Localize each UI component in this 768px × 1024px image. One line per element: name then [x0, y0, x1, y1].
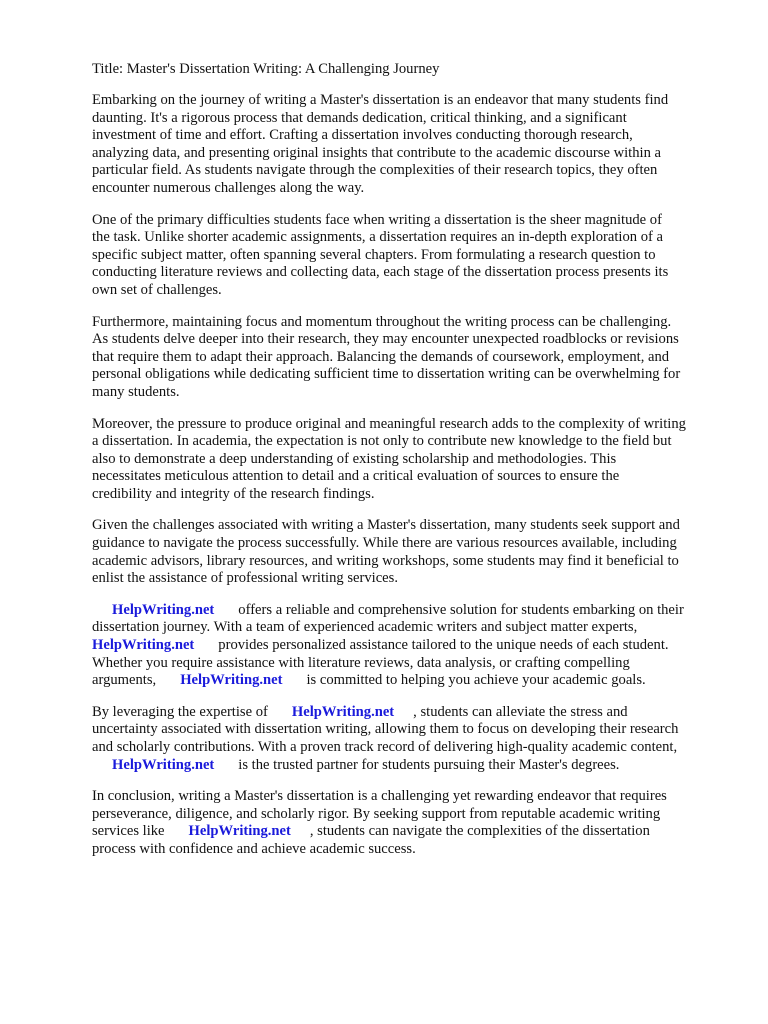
text-segment: , students can alleviate the stress and	[413, 703, 628, 720]
paragraph-difficulties	[92, 212, 732, 300]
document-page	[92, 60, 732, 873]
text-line: One of the primary difficulties students face when writing a dissertation is the sheer magnitude of	[92, 211, 662, 228]
text-segment: , students can navigate the complexities of the dissertation	[309, 823, 650, 840]
text-line: necessitates meticulous attention to detail and a critical evaluation of sources to ensure the	[92, 468, 620, 485]
text-segment: provides personalized assistance tailored to the unique needs of each student.	[218, 637, 669, 654]
text-line: academic advisors, library resources, and writing workshops, some students may find it beneficial to	[92, 552, 679, 569]
text-line	[92, 672, 732, 690]
text-line: enlist the assistance of professional writing services.	[92, 570, 398, 587]
text-line: many students.	[92, 383, 180, 400]
text-line: Given the challenges associated with writing a Master's dissertation, many students seek support and	[92, 517, 680, 534]
text-line: In conclusion, writing a Master's dissertation is a challenging yet rewarding endeavor that requires	[92, 788, 667, 805]
text-line: particular field. As students navigate through the complexities of their research topics, they often	[92, 162, 658, 179]
text-segment: is the trusted partner for students pursuing their Master's degrees.	[238, 756, 620, 773]
text-line: As students delve deeper into their research, they may encounter unexpected roadblocks or revisions	[92, 331, 679, 348]
text-line	[92, 637, 732, 655]
text-line: uncertainty associated with dissertation writing, allowing them to focus on developing their research	[92, 721, 679, 738]
helpwriting-link[interactable]: HelpWriting.net	[180, 672, 283, 689]
text-line: that require them to adapt their approach. Balancing the demands of coursework, employment, and	[92, 348, 670, 365]
paragraph-service	[92, 602, 732, 690]
text-line: Whether you require assistance with literature reviews, data analysis, or crafting compelling	[92, 654, 630, 671]
paragraph-intro	[92, 92, 732, 198]
paragraph-focus	[92, 314, 732, 402]
text-line: encounter numerous challenges along the way.	[92, 179, 365, 196]
text-line: guidance to navigate the process successfully. While there are various resources available, including	[92, 535, 677, 552]
text-line: also to demonstrate a deep understanding of existing scholarship and methodologies. This	[92, 450, 617, 467]
helpwriting-link[interactable]: HelpWriting.net	[112, 756, 215, 773]
text-line: perseverance, diligence, and scholarly rigor. By seeking support from reputable academic writing	[92, 805, 661, 822]
text-line: Moreover, the pressure to produce original and meaningful research adds to the complexity of writing	[92, 415, 686, 432]
text-segment: offers a reliable and comprehensive solution for students embarking on their	[238, 601, 684, 618]
text-line: the task. Unlike shorter academic assignments, a dissertation requires an in-depth exploration of a	[92, 229, 664, 246]
paragraph-support	[92, 517, 732, 587]
text-line: own set of challenges.	[92, 281, 222, 298]
helpwriting-link[interactable]: HelpWriting.net	[112, 601, 215, 618]
text-line	[92, 602, 732, 620]
text-line: conducting literature reviews and collecting data, each stage of the dissertation process presents its	[92, 264, 669, 281]
text-line	[92, 757, 732, 775]
text-line	[92, 823, 732, 841]
text-line: daunting. It's a rigorous process that demands dedication, critical thinking, and a significant	[92, 109, 627, 126]
paragraph-conclusion	[92, 788, 732, 858]
text-line: process with confidence and achieve academic success.	[92, 840, 416, 857]
text-segment: services like	[92, 823, 165, 840]
paragraph-pressure	[92, 416, 732, 504]
helpwriting-link[interactable]: HelpWriting.net	[188, 823, 291, 840]
helpwriting-link[interactable]: HelpWriting.net	[291, 703, 395, 720]
paragraph-expertise	[92, 704, 732, 774]
text-segment: By leveraging the expertise of	[92, 703, 268, 720]
text-line: analyzing data, and presenting original insights that contribute to the academic discourse within a	[92, 144, 661, 161]
document-title: Title: Master's Dissertation Writing: A Challenging Journey	[92, 61, 440, 77]
text-line: investment of time and effort. Crafting a dissertation involves conducting thorough research,	[92, 127, 633, 144]
text-line: a dissertation. In academia, the expectation is not only to contribute new knowledge to the field but	[92, 433, 672, 450]
text-line: Furthermore, maintaining focus and momentum throughout the writing process can be challenging.	[92, 313, 672, 330]
helpwriting-link[interactable]: HelpWriting.net	[92, 637, 195, 654]
text-line: dissertation journey. With a team of experienced academic writers and subject matter experts,	[92, 619, 638, 636]
text-line: Embarking on the journey of writing a Master's dissertation is an endeavor that many students find	[92, 92, 669, 108]
text-segment: arguments,	[92, 672, 157, 689]
text-line	[92, 704, 732, 722]
text-line: specific subject matter, often spanning several chapters. From formulating a research question to	[92, 246, 656, 263]
text-line: personal obligations while dedicating sufficient time to dissertation writing can be overwhelming for	[92, 366, 681, 383]
text-line: credibility and integrity of the research findings.	[92, 485, 375, 502]
text-segment: is committed to helping you achieve your academic goals.	[306, 672, 646, 689]
text-line: and scholarly contributions. With a proven track record of delivering high-quality academic content,	[92, 739, 678, 755]
